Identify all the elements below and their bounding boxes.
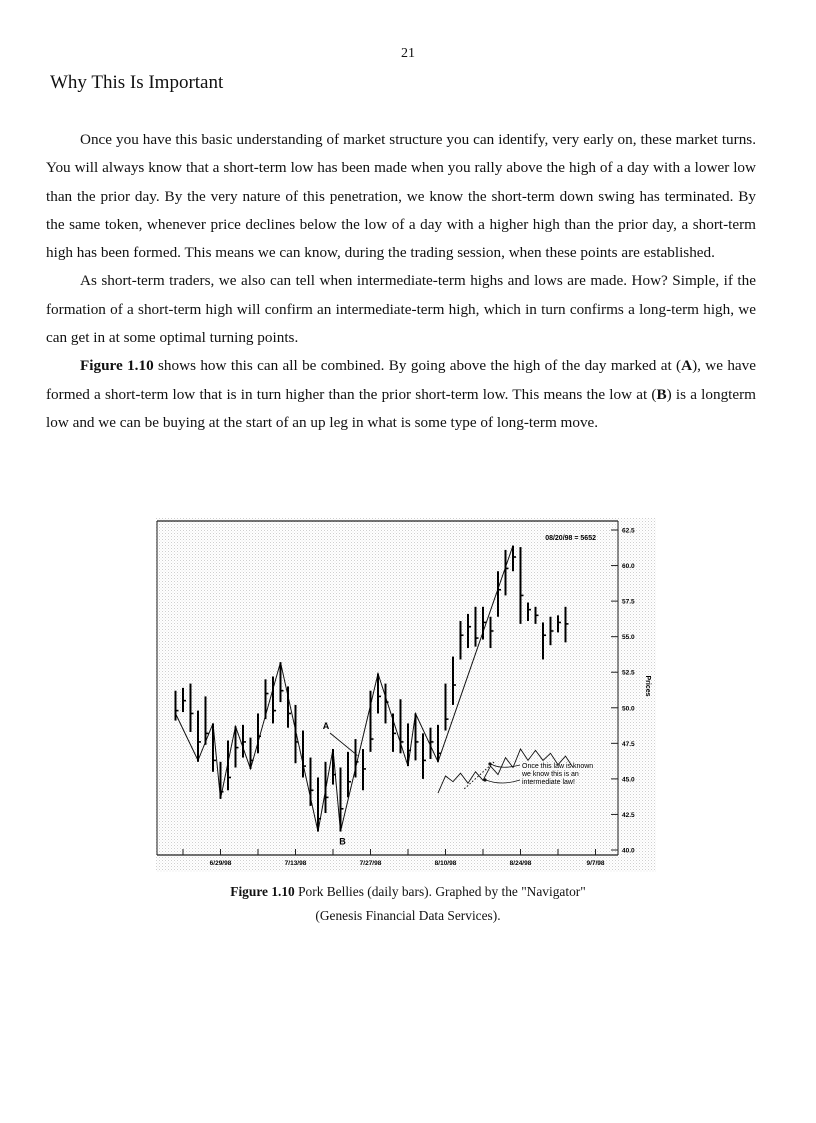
chart-background bbox=[156, 518, 656, 872]
price-chart bbox=[156, 518, 656, 872]
figure-caption bbox=[0, 880, 816, 928]
paragraph-2: As short-term traders, we also can tell when intermediate-term highs and lows are made. How? Simple, if the formation of a short-term high will confirm an intermediate-term high, which in turn confirms a long-term high, we can get in at some optimal turning points. bbox=[46, 272, 756, 347]
x-tick-label: 8/24/98 bbox=[509, 860, 532, 867]
chart-header-text: 08/20/98 = 5652 bbox=[545, 535, 596, 542]
y-tick-label: 52.5 bbox=[622, 669, 635, 677]
paragraph-3 bbox=[46, 352, 756, 437]
x-tick-label: 6/29/98 bbox=[209, 860, 232, 867]
y-tick-label: 50.0 bbox=[622, 705, 635, 713]
x-tick-label: 7/13/98 bbox=[284, 860, 307, 867]
x-tick-label: 9/7/98 bbox=[586, 860, 605, 867]
paragraph-3-text-2: ), we have formed a short-term low that is in turn higher than the prior short-term low. This means the low at ( bbox=[46, 357, 756, 403]
x-tick-label: 7/27/98 bbox=[359, 860, 382, 867]
label-a-ref: A bbox=[681, 357, 693, 375]
annotation-note-line-2: we know this is an bbox=[522, 771, 579, 778]
paragraph-1: Once you have this basic understanding of market structure you can identify, very early on, these market turns. You will always know that a short-term low has been made when you rally above the high of a day with a lower low than the prior day. By the very nature of this penetration, we know the short-term down swing has terminated. By the same token, whenever price declines below the low of a day with a higher high than the prior day, a short-term high has been formed. This means we can know, during the trading session, when these points are established. bbox=[46, 131, 756, 262]
y-tick-label: 62.5 bbox=[622, 527, 635, 535]
y-tick-label: 60.0 bbox=[622, 563, 635, 571]
label-b-ref: B bbox=[656, 385, 667, 403]
paragraph-3-text-3: ) is a longterm low and we can be buying at the start of an up leg in what is some type of long-term move. bbox=[46, 385, 756, 431]
y-tick-label: 45.0 bbox=[622, 776, 635, 784]
note-pointer-dot-lower bbox=[483, 778, 486, 781]
y-tick-label: 57.5 bbox=[622, 598, 635, 606]
y-tick-label: 40.0 bbox=[622, 847, 635, 855]
annotation-label-b: B bbox=[339, 836, 346, 847]
y-tick-label: 55.0 bbox=[622, 634, 635, 642]
y-tick-label: 47.5 bbox=[622, 740, 635, 748]
y-axis-label: Prices bbox=[644, 675, 651, 697]
caption-label: Figure 1.10 bbox=[230, 884, 295, 899]
y-tick-label: 42.5 bbox=[622, 811, 635, 819]
annotation-label-a: A bbox=[322, 721, 330, 731]
note-pointer-dot-upper bbox=[488, 762, 491, 765]
figure-chart bbox=[156, 518, 656, 872]
section-heading: Why This Is Important bbox=[50, 72, 224, 93]
paragraph-3-text-1: shows how this can all be combined. By going above the high of the day marked at ( bbox=[153, 357, 682, 375]
caption-line-2: (Genesis Financial Data Services). bbox=[315, 908, 501, 923]
annotation-note-line-3: intermediate law! bbox=[522, 779, 575, 786]
body-text bbox=[46, 126, 756, 437]
x-tick-label: 8/10/98 bbox=[434, 860, 457, 867]
figure-reference: Figure 1.10 bbox=[80, 357, 154, 375]
annotation-note-line-1: Once this law is known bbox=[522, 763, 594, 770]
page-number: 21 bbox=[401, 46, 415, 61]
caption-line-1 bbox=[0, 880, 816, 904]
caption-text-1: Pork Bellies (daily bars). Graphed by the "Navigator" bbox=[294, 884, 586, 899]
